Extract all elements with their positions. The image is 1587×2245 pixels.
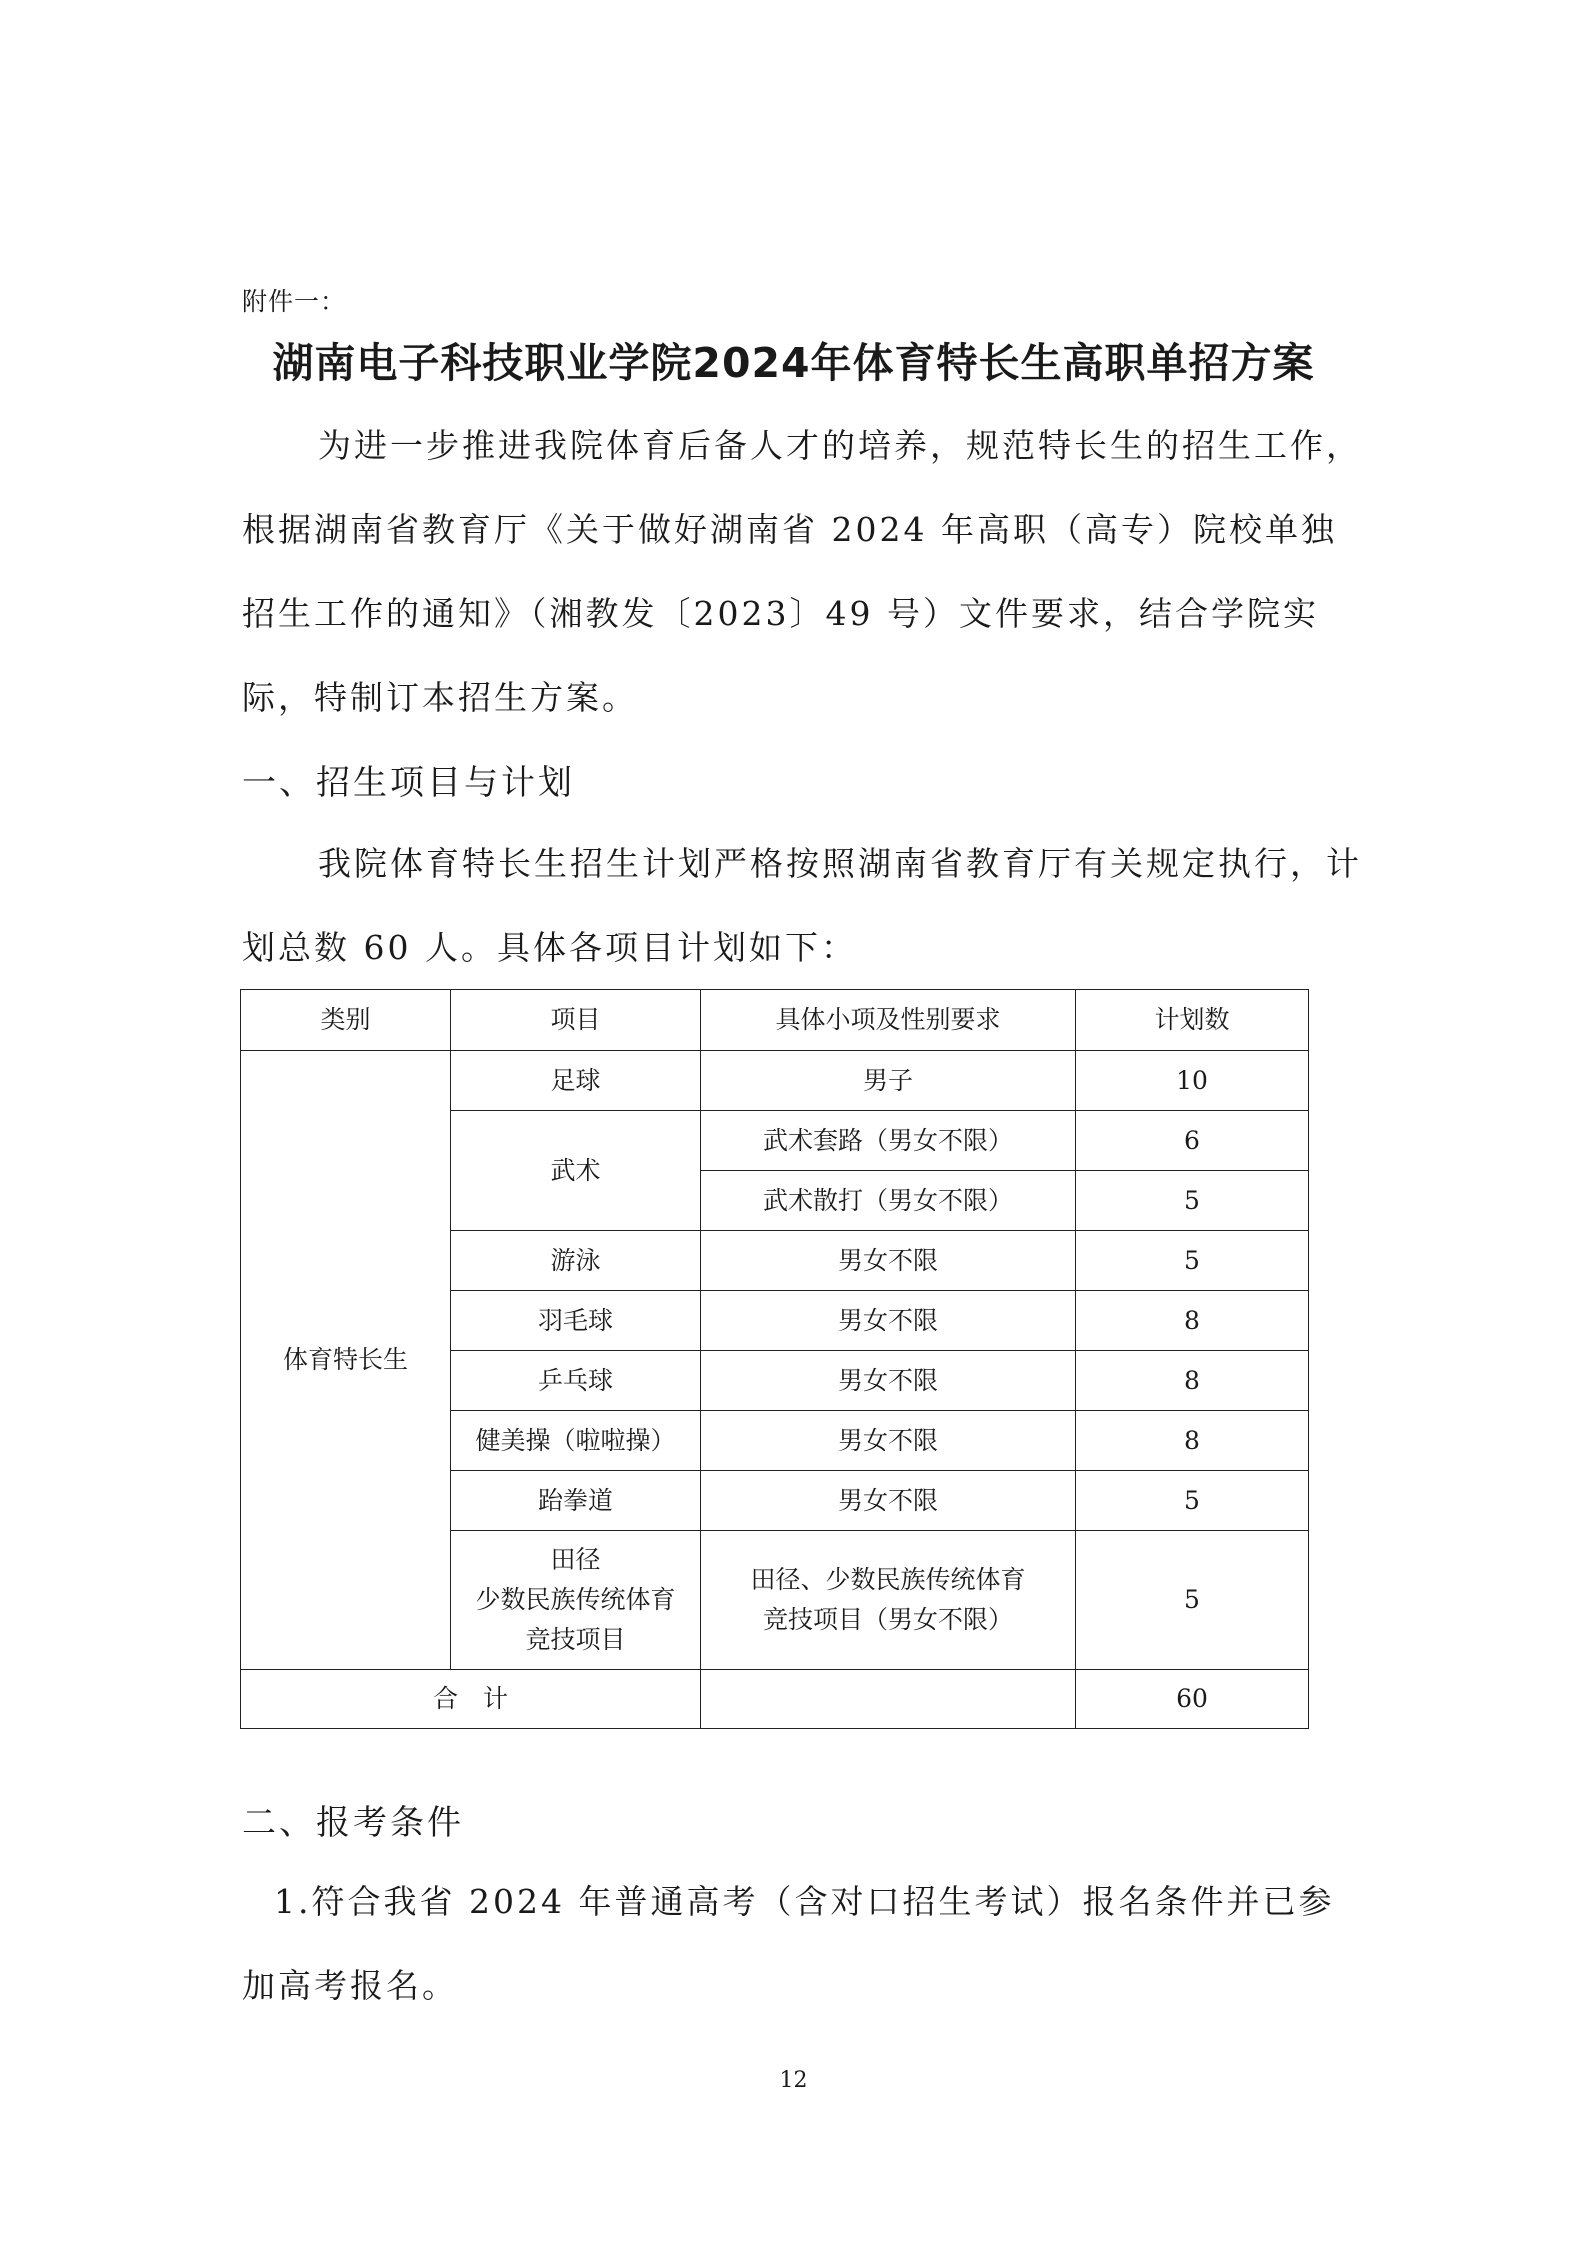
item-cell: 健美操（啦啦操） [451, 1411, 701, 1471]
detail-line: 田径、少数民族传统体育 [750, 1565, 1026, 1594]
item-cell: 足球 [451, 1051, 701, 1111]
detail-cell: 男女不限 [701, 1411, 1076, 1471]
item-cell: 羽毛球 [451, 1291, 701, 1351]
intro-paragraph [242, 404, 1367, 740]
count-cell: 6 [1076, 1111, 1309, 1171]
category-cell: 体育特长生 [241, 1051, 451, 1670]
count-cell: 5 [1076, 1471, 1309, 1531]
total-count: 60 [1076, 1670, 1309, 1729]
count-cell: 8 [1076, 1291, 1309, 1351]
item-line: 田径 [550, 1545, 601, 1574]
header-detail: 具体小项及性别要求 [701, 990, 1076, 1051]
section2-item1 [242, 1860, 1367, 2028]
count-cell: 5 [1076, 1531, 1309, 1670]
item-cell: 跆拳道 [451, 1471, 701, 1531]
section1-heading: 一、招生项目与计划 [242, 763, 575, 803]
header-count: 计划数 [1076, 990, 1309, 1051]
item-line: 少数民族传统体育 [475, 1585, 676, 1614]
total-detail [701, 1670, 1076, 1729]
plan-table [240, 989, 1309, 1729]
section2-heading: 二、报考条件 [242, 1803, 464, 1843]
detail-cell: 男女不限 [701, 1471, 1076, 1531]
item-cell: 乒乓球 [451, 1351, 701, 1411]
total-label: 合 计 [241, 1670, 701, 1729]
section1-text: 我院体育特长生招生计划严格按照湖南省教育厅有关规定执行，计划总数 60 人。具体各项目计划如下： [242, 844, 1362, 967]
section1-paragraph [242, 822, 1367, 990]
header-category: 类别 [241, 990, 451, 1051]
detail-cell: 男女不限 [701, 1291, 1076, 1351]
detail-cell: 男女不限 [701, 1231, 1076, 1291]
item-line: 竞技项目 [525, 1625, 626, 1654]
item-cell: 武术 [451, 1111, 701, 1231]
header-item: 项目 [451, 990, 701, 1051]
detail-cell: 男子 [701, 1051, 1076, 1111]
page-number: 12 [779, 2068, 808, 2093]
detail-cell [701, 1531, 1076, 1670]
count-cell: 5 [1076, 1171, 1309, 1231]
table-row [241, 1051, 1309, 1111]
table-header-row [241, 990, 1309, 1051]
document-title: 湖南电子科技职业学院2024年体育特长生高职单招方案 [272, 339, 1315, 387]
detail-line: 竞技项目（男女不限） [762, 1605, 1013, 1634]
detail-cell: 武术套路（男女不限） [701, 1111, 1076, 1171]
attachment-label: 附件一： [242, 287, 347, 316]
count-cell: 10 [1076, 1051, 1309, 1111]
table-total-row [241, 1670, 1309, 1729]
count-cell: 5 [1076, 1231, 1309, 1291]
detail-cell: 武术散打（男女不限） [701, 1171, 1076, 1231]
item-cell [451, 1531, 701, 1670]
detail-cell: 男女不限 [701, 1351, 1076, 1411]
item-cell: 游泳 [451, 1231, 701, 1291]
count-cell: 8 [1076, 1351, 1309, 1411]
intro-text: 为进一步推进我院体育后备人才的培养，规范特长生的招生工作，根据湖南省教育厅《关于做好湖南省 2024 年高职（高专）院校单独招生工作的通知》（湘教发〔2023〕49 号）文件要求，结合学院实际，特制订本招生方案。 [242, 426, 1362, 717]
count-cell: 8 [1076, 1411, 1309, 1471]
section2-item1-text: 1.符合我省 2024 年普通高考（含对口招生考试）报名条件并已参加高考报名。 [242, 1882, 1335, 2005]
